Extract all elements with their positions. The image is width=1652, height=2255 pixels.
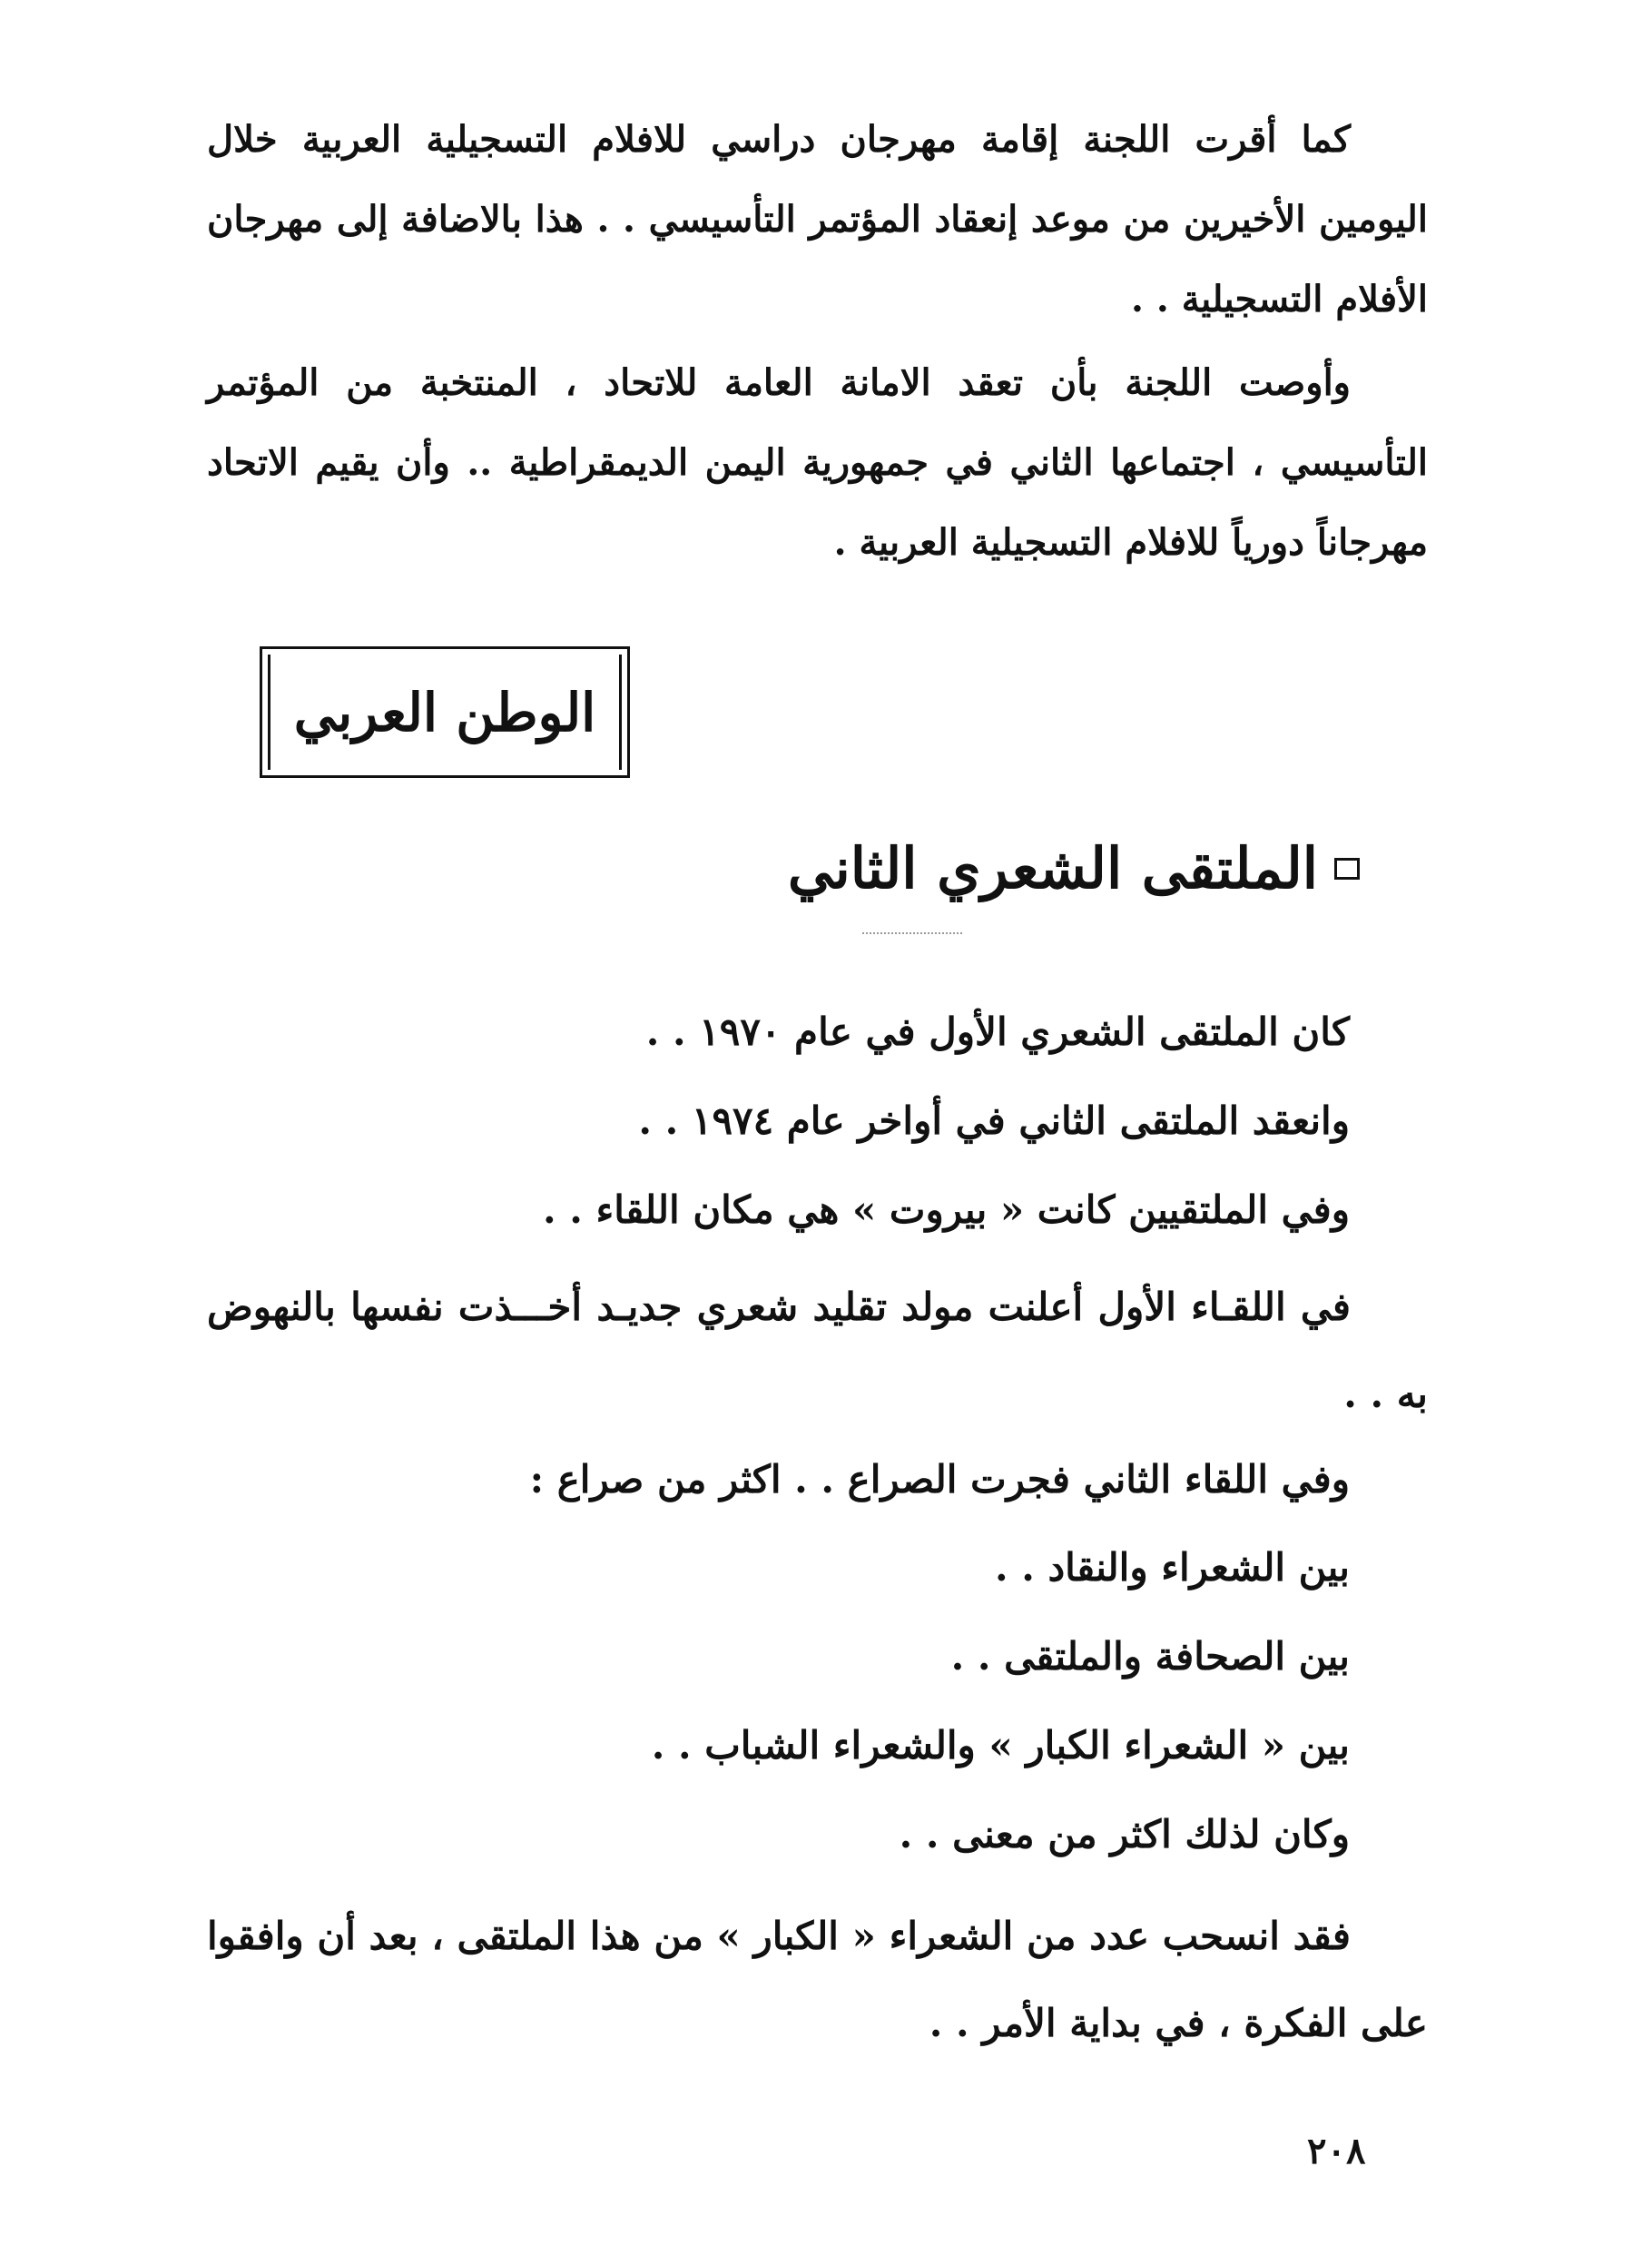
dotted-divider	[862, 932, 962, 934]
text-line: وانعقد الملتقى الثاني في أواخر عام ١٩٧٤ . .	[638, 1098, 1350, 1143]
text-line: وفي اللقاء الثاني فجرت الصراع . . اكثر من صراع :	[529, 1457, 1350, 1502]
paragraph-first-meeting: في اللقـاء الأول أعلنت مولد تقليد شعري جديـد أخـــذت نفسها بالنهوض به . .	[207, 1285, 1428, 1416]
square-icon	[1334, 858, 1360, 880]
text-line: بين الصحافة والملتقى . .	[950, 1634, 1350, 1679]
text-line: وكان لذلك اكثر من معنى . .	[899, 1812, 1350, 1856]
subheading	[788, 835, 1360, 901]
text-line: بين الشعراء والنقاد . .	[994, 1545, 1350, 1590]
text-line: كان الملتقى الشعري الأول في عام ١٩٧٠ . .	[645, 1009, 1350, 1054]
paragraph-withdrawal: فقد انسحب عدد من الشعراء « الكبار » من هذا الملتقى ، بعد أن وافقوا على الفكرة ، في بداية الأمر . .	[207, 1914, 1428, 2045]
subheading-text: الملتقى الشعري الثاني	[787, 835, 1318, 901]
text-line: وفي الملتقيين كانت « بيروت » هي مكان اللقاء . .	[543, 1187, 1350, 1232]
section-title: الوطن العربي	[293, 681, 596, 743]
section-heading-box	[260, 646, 630, 778]
paragraph-recommendation: وأوصت اللجنة بأن تعقد الامانة العامة للاتحاد ، المنتخبة من المؤتمر التأسيسي ، اجتماعها الثاني في جمهورية اليمن الديمقراطية .. وأن يقيم الاتحاد مهرجاناً دورياً للافلام التسجيلية العربية .	[207, 361, 1428, 564]
page-number: ٢٠٨	[1307, 2130, 1366, 2172]
paragraph-film-festival: كما أقرت اللجنة إقامة مهرجان دراسي للافلام التسجيلية العربية خلال اليومين الأخيرين من موعد إنعقاد المؤتمر التأسيسي . . هذا بالاضافة إلى مهرجان الأفلام التسجيلية . .	[207, 118, 1428, 320]
text-line: بين « الشعراء الكبار » والشعراء الشباب . .	[651, 1723, 1350, 1768]
